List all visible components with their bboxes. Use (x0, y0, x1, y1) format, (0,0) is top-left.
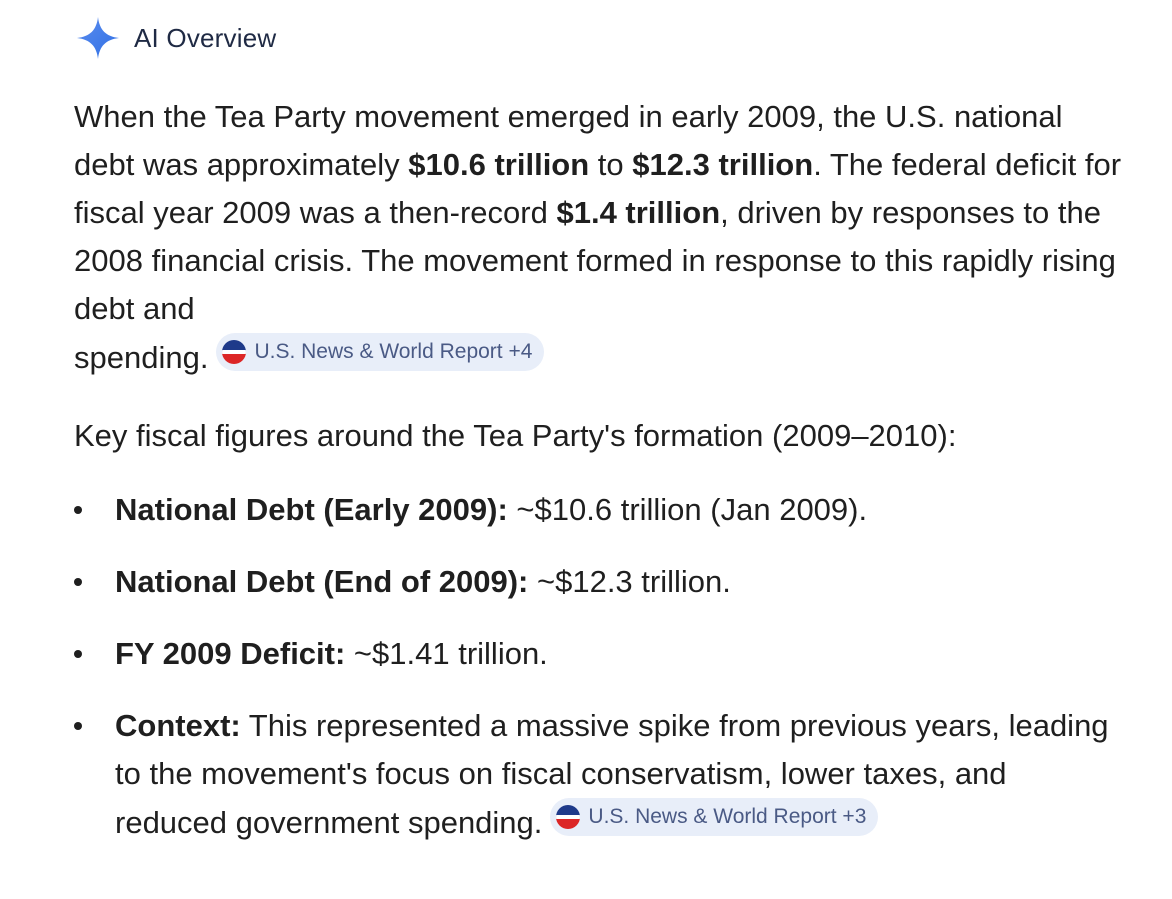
ai-overview-header (76, 16, 276, 60)
intro-paragraph (74, 93, 1124, 382)
sparkle-icon (76, 16, 120, 60)
debt-low-figure: $10.6 trillion (408, 147, 590, 182)
intro-text-3: . The federal deficit for fiscal year 2009 was a then-record (74, 147, 1122, 230)
fact-text: This represented a massive spike from previous years, leading to the movement's focus on fiscal conservatism, lower taxes, and reduced government spending. (115, 708, 1109, 840)
citation-chip-intro[interactable] (216, 333, 544, 371)
intro-text-4: , driven by responses to the 2008 financial crisis. The movement formed in response to this rapidly rising debt and (74, 195, 1116, 326)
intro-text-2: to (589, 147, 633, 182)
usnews-logo-icon (556, 805, 580, 829)
fact-text: ~$12.3 trillion. (528, 564, 731, 599)
list-item (74, 558, 1124, 606)
citation-chip-context[interactable] (550, 798, 878, 836)
fact-label: Context: (115, 708, 241, 743)
list-item (74, 486, 1124, 534)
fact-label: National Debt (End of 2009): (115, 564, 529, 599)
usnews-logo-icon (222, 340, 246, 364)
list-item (74, 630, 1124, 678)
list-item (74, 702, 1124, 847)
key-figures-heading: Key fiscal figures around the Tea Party's formation (2009–2010): (74, 418, 957, 453)
deficit-figure: $1.4 trillion (556, 195, 721, 230)
ai-overview-title: AI Overview (134, 22, 277, 53)
citation-label: U.S. News & World Report +3 (588, 805, 867, 828)
fact-text: ~$1.41 trillion. (345, 636, 548, 671)
intro-text-5: spending. (74, 340, 209, 375)
citation-label: U.S. News & World Report +4 (254, 340, 533, 363)
fact-label: National Debt (Early 2009): (115, 492, 508, 527)
fact-label: FY 2009 Deficit: (115, 636, 346, 671)
debt-high-figure: $12.3 trillion (632, 147, 814, 182)
intro-text-1: When the Tea Party movement emerged in early 2009, the U.S. national debt was approximately (74, 99, 1063, 182)
fact-text: ~$10.6 trillion (Jan 2009). (507, 492, 868, 527)
overview-content (74, 93, 1124, 871)
key-figures-list (74, 486, 1124, 847)
